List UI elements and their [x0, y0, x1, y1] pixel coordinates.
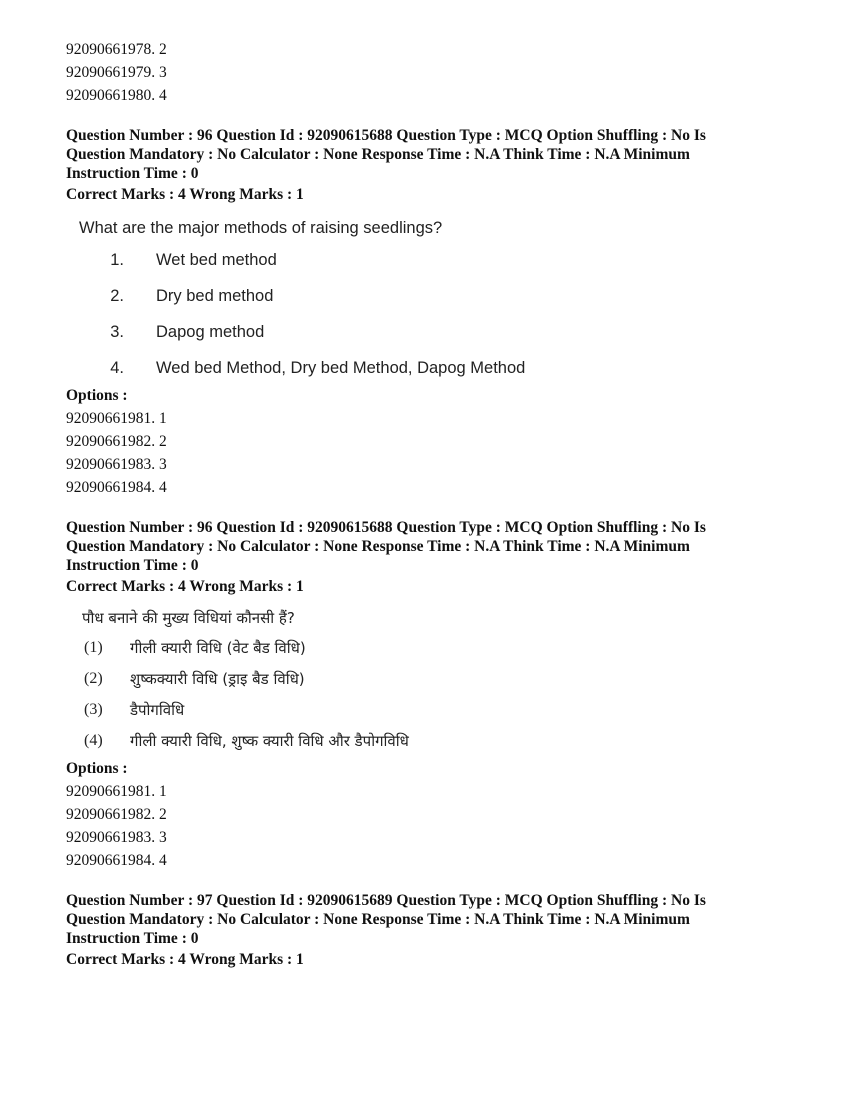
option-id: 92090661983. 3	[66, 829, 167, 846]
choice-number: 3.	[110, 323, 124, 341]
choice-item	[66, 356, 786, 380]
question-meta	[66, 126, 786, 183]
question-marks: Correct Marks : 4 Wrong Marks : 1	[66, 578, 304, 595]
option-id: 92090661983. 3	[66, 456, 167, 473]
document-page	[66, 38, 786, 971]
choice-text: Dry bed method	[156, 287, 274, 305]
choice-text: Dapog method	[156, 323, 265, 341]
option-id: 92090661982. 2	[66, 806, 167, 823]
option-id: 92090661981. 1	[66, 783, 167, 800]
choice-number: 4.	[110, 359, 124, 377]
question-marks: Correct Marks : 4 Wrong Marks : 1	[66, 186, 304, 203]
choice-item	[66, 636, 786, 660]
question-meta-line: Question Mandatory : No Calculator : None Response Time : N.A Think Time : N.A Minimum	[66, 146, 690, 163]
question-meta-line: Question Mandatory : No Calculator : None Response Time : N.A Think Time : N.A Minimum	[66, 538, 690, 555]
choice-item	[66, 284, 786, 308]
choice-item	[66, 698, 786, 722]
choice-text: शुष्कक्यारी विधि (ड्राइ बैड विधि)	[130, 670, 305, 688]
options-list	[66, 780, 786, 872]
choice-number: (2)	[84, 670, 103, 687]
option-id: 92090661980. 4	[66, 87, 167, 104]
option-id: 92090661982. 2	[66, 433, 167, 450]
choice-text: गीली क्यारी विधि, शुष्क क्यारी विधि और डैपोगविधि	[130, 732, 409, 750]
choice-text: Wet bed method	[156, 251, 277, 269]
choice-item	[66, 248, 786, 272]
question-meta-line: Question Number : 96 Question Id : 92090615688 Question Type : MCQ Option Shuffling : No Is	[66, 127, 706, 144]
question-meta-line: Instruction Time : 0	[66, 557, 199, 574]
question-meta-line: Instruction Time : 0	[66, 165, 199, 182]
choice-number: 1.	[110, 251, 124, 269]
choice-number: 2.	[110, 287, 124, 305]
choice-number: (3)	[84, 701, 103, 718]
option-id: 92090661979. 3	[66, 64, 167, 81]
question-meta	[66, 518, 786, 575]
question-body	[66, 606, 786, 753]
question-text: What are the major methods of raising seedlings?	[79, 219, 443, 237]
option-id: 92090661981. 1	[66, 410, 167, 427]
options-label: Options :	[66, 387, 128, 404]
question-block-97	[66, 891, 786, 971]
question-body	[66, 216, 786, 380]
choice-text: गीली क्यारी विधि (वेट बैड विधि)	[130, 639, 306, 657]
options-list	[66, 407, 786, 499]
choice-number: (4)	[84, 732, 103, 749]
choice-item	[66, 667, 786, 691]
question-meta-line: Question Number : 97 Question Id : 92090615689 Question Type : MCQ Option Shuffling : No Is	[66, 892, 706, 909]
choice-item	[66, 729, 786, 753]
question-meta-line: Question Mandatory : No Calculator : None Response Time : N.A Think Time : N.A Minimum	[66, 911, 690, 928]
question-meta-line: Instruction Time : 0	[66, 930, 199, 947]
choice-text: डैपोगविधि	[130, 701, 185, 719]
options-label: Options :	[66, 760, 128, 777]
option-id: 92090661978. 2	[66, 41, 167, 58]
choice-number: (1)	[84, 639, 103, 656]
question-meta-line: Question Number : 96 Question Id : 92090615688 Question Type : MCQ Option Shuffling : No Is	[66, 519, 706, 536]
question-text: पौध बनाने की मुख्य विधियां कौनसी हैं?	[82, 609, 295, 627]
choice-text: Wed bed Method, Dry bed Method, Dapog Method	[156, 359, 526, 377]
question-meta	[66, 891, 786, 948]
question-block-96-english	[66, 126, 786, 499]
choice-item	[66, 320, 786, 344]
question-marks: Correct Marks : 4 Wrong Marks : 1	[66, 951, 304, 968]
option-id: 92090661984. 4	[66, 852, 167, 869]
question-block-96-hindi	[66, 518, 786, 872]
option-id: 92090661984. 4	[66, 479, 167, 496]
previous-options-list	[66, 38, 786, 107]
